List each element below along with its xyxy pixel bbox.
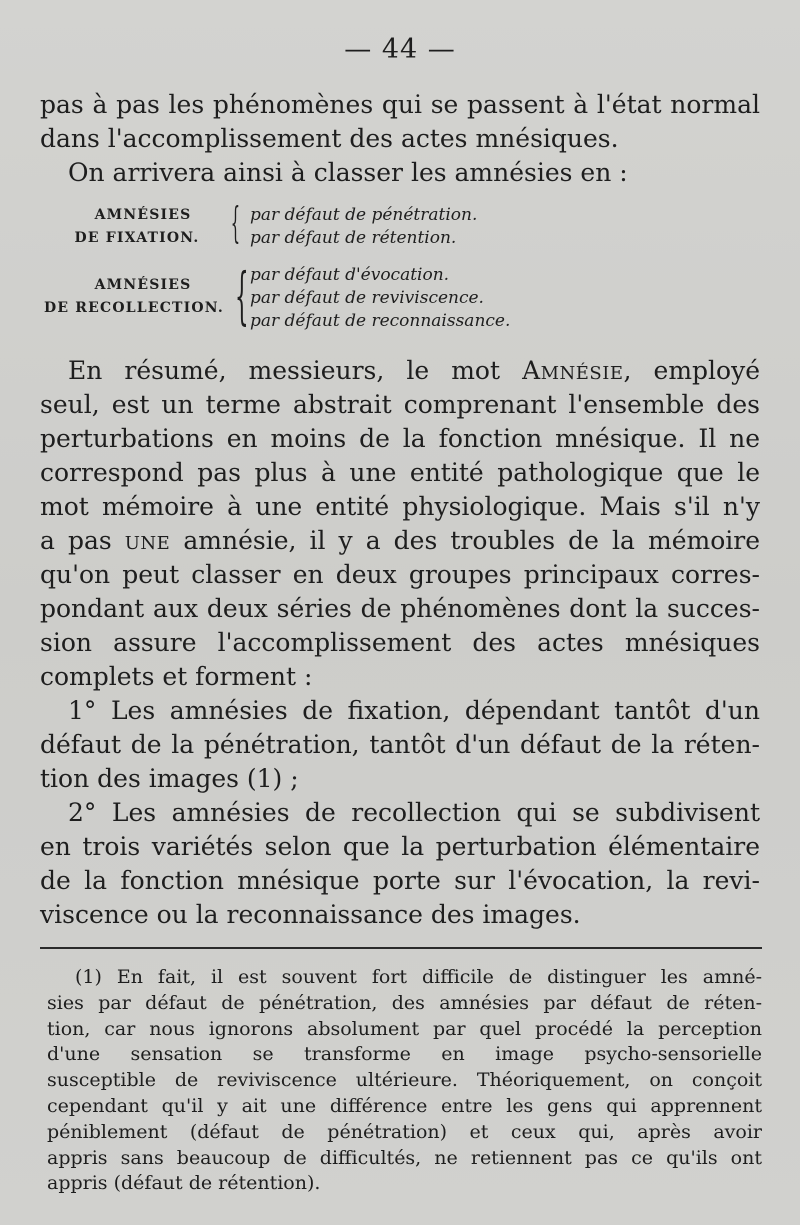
class-label-fixation-2: DE FIXATION.	[74, 230, 200, 246]
text-line: qu'on peut classer en deux groupes principaux corres-	[40, 560, 760, 589]
text-line: perturbations en moins de la fonction mnésique. Il ne	[40, 424, 760, 453]
text-line: pondant aux deux séries de phénomènes dont la succes-	[40, 594, 760, 623]
text-line: viscence ou la reconnaissance des images.	[40, 900, 581, 929]
text-line: de la fonction mnésique porte sur l'évocation, la revi-	[40, 866, 760, 895]
text-line: complets et forment :	[40, 662, 313, 691]
brace-fixation: {	[230, 198, 241, 247]
footnote-line: appris (défaut de rétention).	[47, 1172, 321, 1195]
definition-fixation-2: par défaut de rétention.	[250, 228, 457, 248]
definition-recollection-3: par défaut de reconnaissance.	[250, 311, 511, 331]
page-number: — 44 —	[344, 34, 456, 65]
footnote-line: (1) En fait, il est souvent fort difficile de distinguer les amné-	[75, 966, 762, 988]
text-line: dans l'accomplissement des actes mnésiques.	[40, 124, 619, 153]
text-line: pas à pas les phénomènes qui se passent à l'état normal	[40, 90, 760, 119]
definition-fixation-1: par défaut de pénétration.	[250, 205, 478, 225]
definition-recollection-1: par défaut d'évocation.	[250, 265, 450, 285]
intro-paragraph	[40, 88, 760, 190]
text-line: seul, est un terme abstrait comprenant l'ensemble des	[40, 390, 760, 419]
text-line: correspond pas plus à une entité pathologique que le	[40, 458, 760, 487]
term-amnesie: Amnésie	[522, 356, 624, 385]
footnote-divider	[40, 947, 762, 949]
class-label-recollection-1: AMNÉSIES	[94, 277, 192, 293]
footnote	[47, 965, 762, 1197]
text-line: défaut de la pénétration, tantôt d'un défaut de la réten-	[40, 730, 760, 759]
footnote-line: d'une sensation se transforme en image psycho-sensorielle	[47, 1043, 762, 1066]
text-line: mot mémoire à une entité physiologique. Mais s'il n'y	[40, 492, 760, 521]
brace-recollection: {	[234, 259, 249, 332]
footnote-line: sies par défaut de pénétration, des amnésies par défaut de réten-	[47, 991, 762, 1014]
text-line: En résumé, messieurs, le mot Amnésie, employé	[68, 356, 760, 385]
class-label-fixation-1: AMNÉSIES	[94, 207, 192, 223]
text-line: 1° Les amnésies de fixation, dépendant tantôt d'un	[68, 696, 760, 725]
text-line: sion assure l'accomplissement des actes mnésiques	[40, 628, 760, 657]
footnote-line: susceptible de reviviscence ultérieure. Théoriquement, on conçoit	[47, 1069, 762, 1092]
text-line: tion des images (1) ;	[40, 764, 299, 793]
footnote-line: péniblement (défaut de pénétration) et ceux qui, après avoir	[47, 1120, 762, 1143]
text-line: a pas une amnésie, il y a des troubles de la mémoire	[40, 526, 760, 555]
class-label-recollection-2: DE RECOLLECTION.	[44, 300, 224, 316]
definition-recollection-2: par défaut de reviviscence.	[250, 288, 484, 308]
footnote-line: appris sans beaucoup de difficultés, ne retiennent pas ce qu'ils ont	[47, 1146, 762, 1169]
term-une: une	[124, 526, 171, 555]
summary-paragraph	[40, 354, 760, 932]
text-line: On arrivera ainsi à classer les amnésies en :	[68, 158, 628, 187]
footnote-line: cependant qu'il y ait une différence entre les gens qui apprennent	[47, 1094, 762, 1117]
footnote-line: tion, car nous ignorons absolument par quel procédé la perception	[47, 1017, 762, 1040]
text-line: en trois variétés selon que la perturbation élémentaire	[40, 832, 760, 861]
text-line: 2° Les amnésies de recollection qui se subdivisent	[68, 798, 760, 827]
